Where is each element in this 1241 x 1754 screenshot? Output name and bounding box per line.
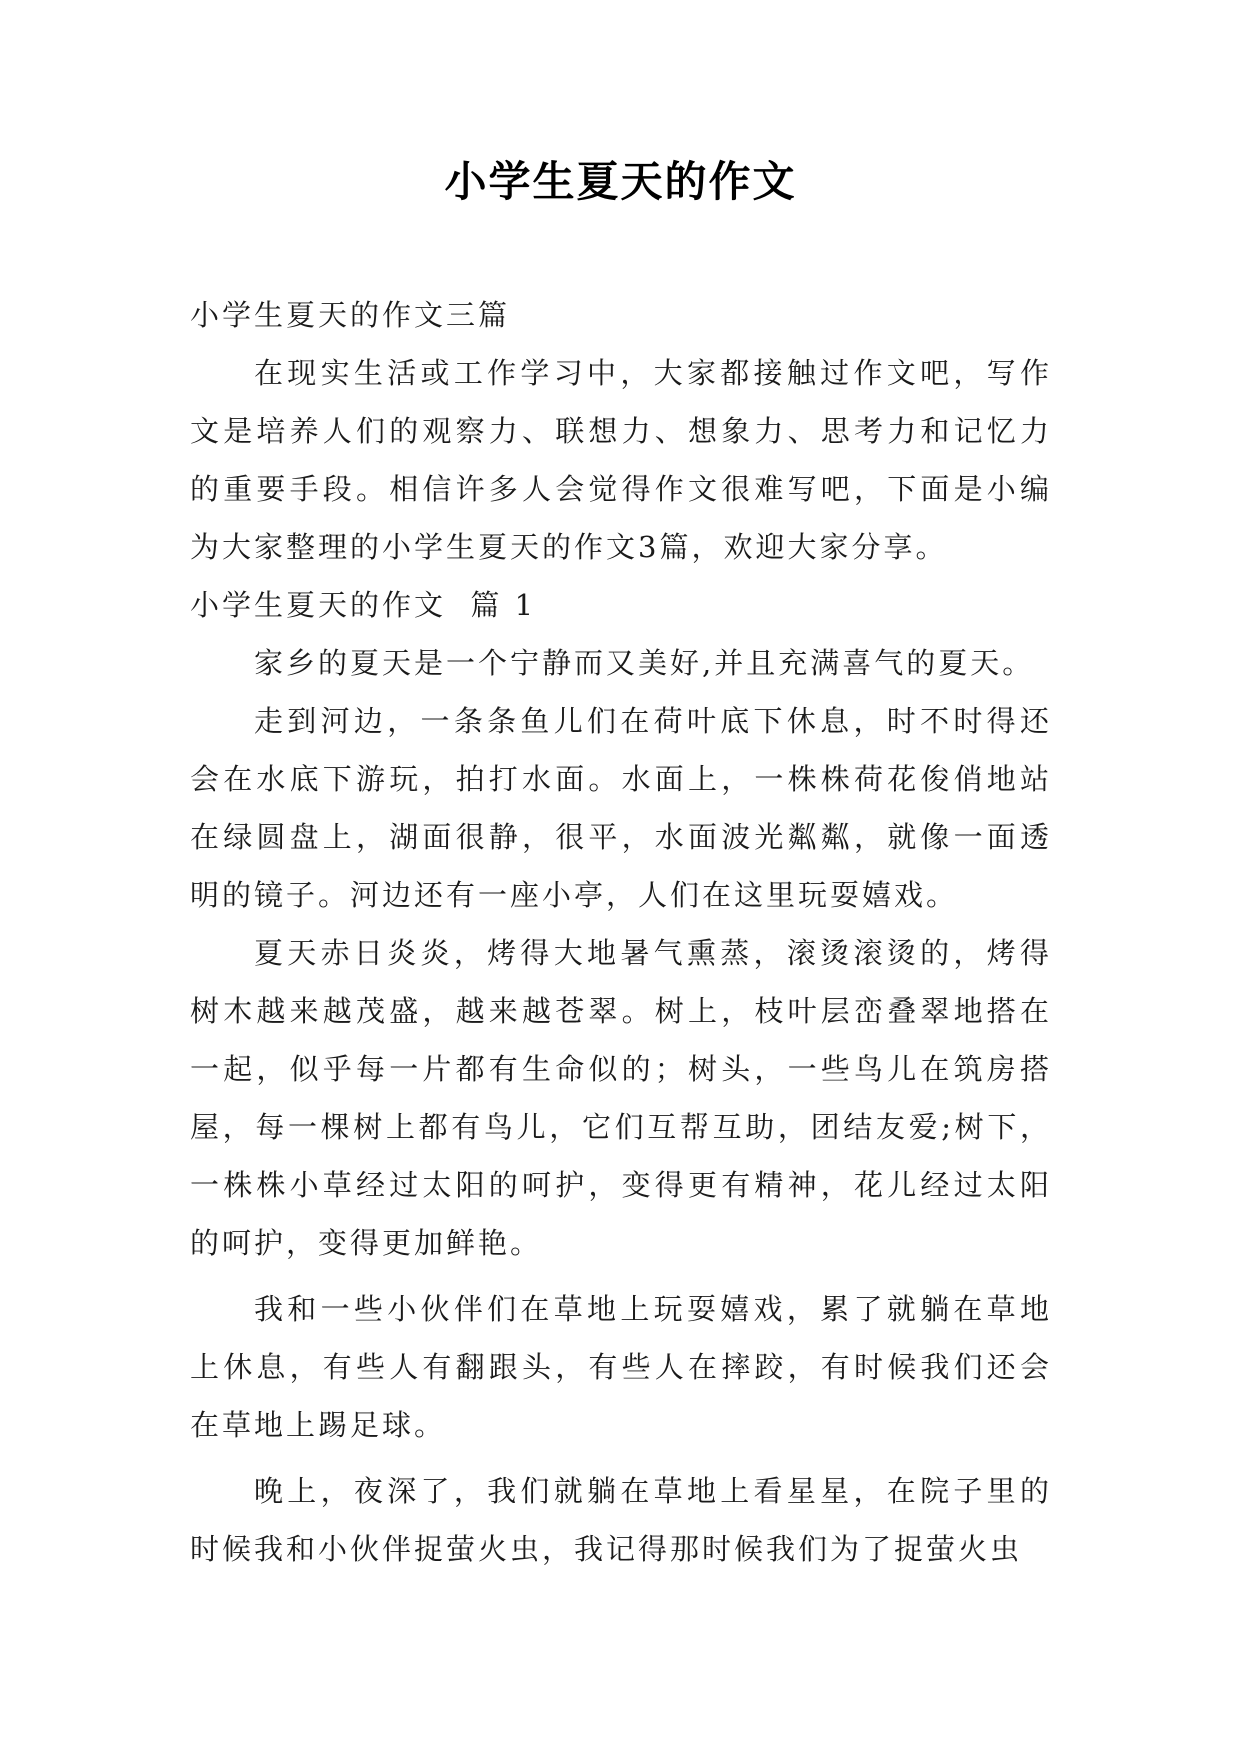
intro-paragraph: 在现实生活或工作学习中，大家都接触过作文吧，写作文是培养人们的观察力、联想力、想象力、思考力和记忆力的重要手段。相信许多人会觉得作文很难写吧，下面是小编为大家整理的小学生夏天的作文3篇，欢迎大家分享。 — [190, 356, 1052, 564]
body-paragraph-3: 夏天赤日炎炎，烤得大地暑气熏蒸，滚烫滚烫的，烤得树木越来越茂盛，越来越苍翠。树上，枝叶层峦叠翠地搭在一起，似乎每一片都有生命似的；树头，一些鸟儿在筑房搭屋，每一棵树上都有鸟儿，它们互帮互助，团结友爱;树下，一株株小草经过太阳的呵护，变得更有精神，花儿经过太阳的呵护，变得更加鲜艳。 — [190, 936, 1052, 1260]
document-subtitle: 小学生夏天的作文三篇 — [190, 298, 511, 332]
body-paragraph-5: 晚上，夜深了，我们就躺在草地上看星星，在院子里的时候我和小伙伴捉萤火虫，我记得那时候我们为了捉萤火虫 — [190, 1474, 1052, 1566]
document-title: 小学生夏天的作文 — [444, 157, 797, 206]
body-paragraph-1: 家乡的夏天是一个宁静而又美好,并且充满喜气的夏天。 — [254, 646, 1035, 680]
section-heading: 小学生夏天的作文 篇 1 — [190, 588, 537, 622]
body-paragraph-4: 我和一些小伙伴们在草地上玩耍嬉戏，累了就躺在草地上休息，有些人有翻跟头，有些人在摔跤，有时候我们还会在草地上踢足球。 — [190, 1292, 1052, 1442]
body-paragraph-2: 走到河边，一条条鱼儿们在荷叶底下休息，时不时得还会在水底下游玩，拍打水面。水面上，一株株荷花俊俏地站在绿圆盘上，湖面很静，很平，水面波光粼粼，就像一面透明的镜子。河边还有一座小亭，人们在这里玩耍嬉戏。 — [190, 704, 1052, 912]
document-body — [190, 286, 1052, 1578]
